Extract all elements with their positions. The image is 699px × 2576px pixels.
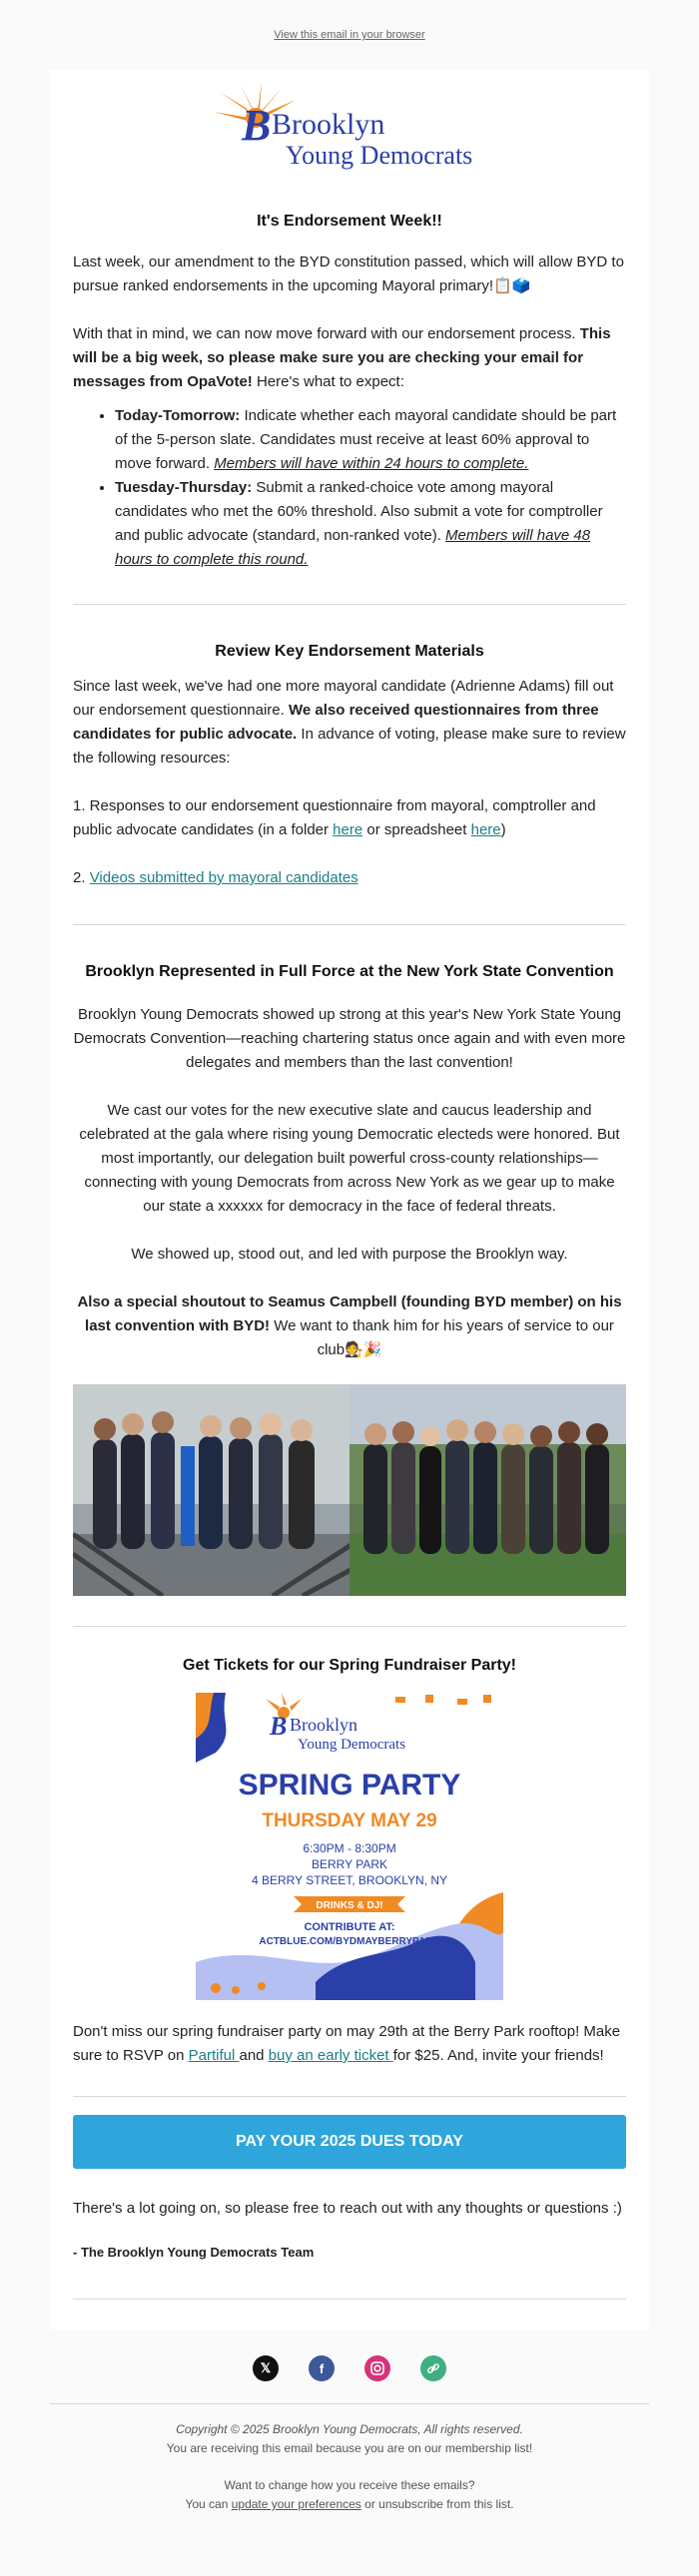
- instagram-icon[interactable]: [364, 2355, 390, 2381]
- paragraph: Last week, our amendment to the BYD constitution passed, which will allow BYD to pursue ranked endorsements in the upcoming Mayoral primary!📋🗳️: [73, 254, 624, 294]
- videos-link[interactable]: Videos submitted by mayoral candidates: [89, 869, 358, 886]
- divider: [73, 2096, 626, 2097]
- closing-text: There's a lot going on, so please free to reach out with any thoughts or questions :): [73, 2200, 622, 2217]
- svg-text:B: B: [242, 101, 272, 150]
- facebook-icon[interactable]: f: [309, 2355, 335, 2381]
- buy-ticket-link[interactable]: buy an early ticket: [268, 2047, 393, 2064]
- svg-text:THURSDAY MAY 29: THURSDAY MAY 29: [262, 1810, 437, 1831]
- partiful-link[interactable]: Partiful: [188, 2047, 240, 2064]
- convention-photos: [73, 1384, 626, 1596]
- svg-text:Brooklyn: Brooklyn: [272, 108, 385, 141]
- section-title: Get Tickets for our Spring Fundraiser Party!: [183, 1657, 516, 1674]
- paragraph: With that in mind, we can now move forward with our endorsement process. This will be a big week, so please make sure you are checking your email for messages from OpaVote! Here's what to expect:: [73, 325, 611, 390]
- subscription-reason: You are receiving this email because you are on our membership list!: [166, 2441, 533, 2455]
- paragraph: Brooklyn Young Democrats showed up strong at this year's New York State Young Democrats Convention—reaching chartering status once again and with even more delegates and members than the last convention!: [73, 1006, 626, 1071]
- dues-cta: [73, 2115, 626, 2169]
- paragraph: Don't miss our spring fundraiser party on may 29th at the Berry Park rooftop! Make sure to RSVP on Partiful and buy an early ticket for $25. And, invite your friends!: [73, 2023, 621, 2064]
- folder-link[interactable]: here: [333, 821, 363, 838]
- endorsement-week-section: [73, 207, 626, 572]
- pay-dues-button[interactable]: PAY YOUR 2025 DUES TODAY: [73, 2115, 626, 2169]
- footer-text: [0, 2404, 699, 2534]
- top-bar: [0, 0, 699, 70]
- paragraph: We cast our votes for the new executive slate and caucus leadership and celebrated at the gala where rising young Democratic electeds were honored. But most importantly, our delegation built powerful cross-county relationships—connecting with young Democrats from across New York as we gear up to make our state a xxxxxx for democracy in the face of federal threats.: [79, 1102, 620, 1215]
- svg-text:6:30PM - 8:30PM: 6:30PM - 8:30PM: [303, 1841, 396, 1855]
- svg-text:BERRY PARK: BERRY PARK: [311, 1857, 388, 1871]
- x-twitter-icon[interactable]: 𝕏: [253, 2355, 279, 2381]
- spreadsheet-link[interactable]: here: [470, 821, 501, 838]
- email-card: [50, 70, 649, 2329]
- signature: - The Brooklyn Young Democrats Team: [73, 2245, 315, 2260]
- flyer-graphic: [196, 1693, 503, 2000]
- section-title: Brooklyn Represented in Full Force at the New York State Convention: [85, 963, 614, 980]
- convention-photo-outdoor: [350, 1384, 626, 1596]
- schedule-list: [73, 404, 626, 572]
- preferences-line: You can update your preferences or unsubscribe from this list.: [185, 2497, 514, 2511]
- fundraiser-section: [73, 1627, 626, 2068]
- svg-text:B: B: [270, 1712, 288, 1741]
- paragraph: 2. Videos submitted by mayoral candidates: [73, 869, 358, 886]
- paragraph: 1. Responses to our endorsement questionnaire from mayoral, comptroller and public advocate candidates (in a folder here or spreadsheet here): [73, 797, 596, 838]
- svg-text:4 BERRY STREET, BROOKLYN, NY: 4 BERRY STREET, BROOKLYN, NY: [251, 1873, 448, 1887]
- svg-text:Young Democrats: Young Democrats: [298, 1737, 406, 1753]
- divider: [73, 2299, 626, 2300]
- svg-text:ACTBLUE.COM/BYDMAYBERRYPARK: ACTBLUE.COM/BYDMAYBERRYPARK: [259, 1936, 440, 1947]
- svg-text:Brooklyn: Brooklyn: [290, 1715, 358, 1735]
- svg-text:SPRING PARTY: SPRING PARTY: [238, 1769, 461, 1802]
- view-in-browser-link[interactable]: View this email in your browser: [274, 29, 425, 41]
- update-preferences-link[interactable]: update your preferences: [231, 2497, 361, 2511]
- byd-logo: [73, 70, 626, 207]
- materials-section: [73, 605, 626, 890]
- section-title: It's Endorsement Week!!: [257, 213, 442, 230]
- footer: [0, 2329, 699, 2534]
- social-links: [0, 2329, 699, 2381]
- spring-party-flyer: [73, 1693, 626, 2000]
- copyright: Copyright © 2025 Brooklyn Young Democrats, All rights reserved.: [176, 2422, 523, 2436]
- section-title: Review Key Endorsement Materials: [215, 643, 484, 660]
- change-prompt: Want to change how you receive these emails?: [224, 2478, 475, 2492]
- website-link-icon[interactable]: [420, 2355, 446, 2381]
- convention-section: [73, 925, 626, 1362]
- paragraph: We showed up, stood out, and led with purpose the Brooklyn way.: [131, 1246, 568, 1263]
- byd-logo-graphic: [200, 82, 499, 192]
- svg-text:DRINKS & DJ!: DRINKS & DJ!: [316, 1900, 383, 1911]
- paragraph: Also a special shoutout to Seamus Campbell (founding BYD member) on his last convention with BYD! We want to thank him for his years of service to our club🧑‍⚖️🎉: [77, 1293, 622, 1358]
- svg-text:Young Democrats: Young Democrats: [286, 141, 473, 170]
- list-item: • Tuesday-Thursday: Submit a ranked-choice vote among mayoral candidates who met the 60% threshold. Also submit a vote for comptroller and public advocate (standard, non-ranked vote). Members will have 48 hours to complete this round.: [115, 476, 626, 572]
- list-item: • Today-Tomorrow: Indicate whether each mayoral candidate should be part of the 5-person slate. Candidates must receive at least 60% approval to move forward. Members will have within 24 hours to complete.: [115, 404, 626, 476]
- paragraph: Since last week, we've had one more mayoral candidate (Adrienne Adams) fill out our endorsement questionnaire. We also received questionnaires from three candidates for public advocate. In advance of voting, please make sure to review the following resources:: [73, 678, 626, 767]
- convention-photo-indoor: [73, 1384, 350, 1596]
- svg-text:CONTRIBUTE AT:: CONTRIBUTE AT:: [304, 1921, 395, 1933]
